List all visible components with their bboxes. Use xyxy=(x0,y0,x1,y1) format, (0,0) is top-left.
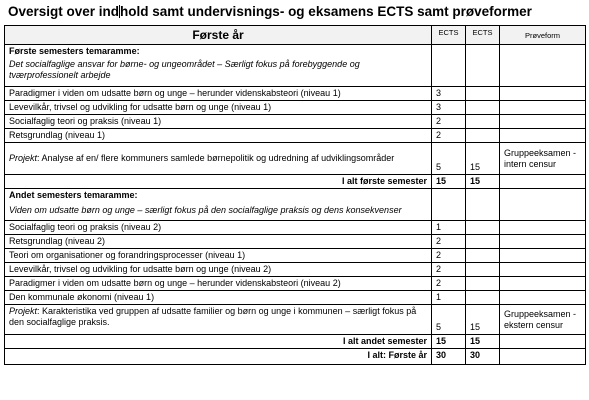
table-row xyxy=(5,87,586,101)
sem1-project-text: : Analyse af en/ flere kommuners samlede børnepolitik og udredning af udviklingsområder xyxy=(37,153,395,163)
sem2-total-ects-2: 15 xyxy=(466,335,500,349)
sem2-theme-cell xyxy=(5,189,432,221)
sem2-total-row xyxy=(5,335,586,349)
course-ects: 2 xyxy=(432,235,466,249)
sem1-theme: Det socialfaglige ansvar for børne- og ungeområdet – Særligt fokus på forebyggende og tværprofessionelt arbejde xyxy=(9,59,360,80)
course-name: Retsgrundlag (niveau 2) xyxy=(5,235,432,249)
grand-total-ects-1: 30 xyxy=(432,349,466,365)
grand-total-row xyxy=(5,349,586,365)
sem1-exam-ects: 15 xyxy=(466,143,500,175)
sem2-total-label: I alt andet semester xyxy=(5,335,432,349)
table-row xyxy=(5,115,586,129)
course-name: Paradigmer i viden om udsatte børn og unge – herunder videnskabsteori (niveau 2) xyxy=(5,277,432,291)
table-row xyxy=(5,101,586,115)
table-row xyxy=(5,291,586,305)
header-row xyxy=(5,26,586,45)
heading-text-start: Oversigt over ind xyxy=(8,4,120,19)
sem2-theme-row xyxy=(5,189,586,221)
sem1-total-ects-2: 15 xyxy=(466,175,500,189)
ects-overview-table xyxy=(4,25,586,365)
sem2-project-ects: 5 xyxy=(432,305,466,335)
sem1-project-ects: 5 xyxy=(432,143,466,175)
course-name: Levevilkår, trivsel og udvikling for udsatte børn og unge (niveau 1) xyxy=(5,101,432,115)
table-row xyxy=(5,249,586,263)
sem1-project-row xyxy=(5,143,586,175)
sem2-project-row xyxy=(5,305,586,335)
sem2-project-cell xyxy=(5,305,432,335)
sem2-project-text: : Karakteristika ved gruppen af udsatte familier og børn og unge i kommunen – særligt fokus på den socialfaglige praksis. xyxy=(9,306,417,327)
table-row xyxy=(5,235,586,249)
grand-total-label: I alt: Første år xyxy=(5,349,432,365)
sem2-total-ects-1: 15 xyxy=(432,335,466,349)
course-ects: 2 xyxy=(432,115,466,129)
grand-total-ects-2: 30 xyxy=(466,349,500,365)
document-heading xyxy=(8,4,532,19)
table-row xyxy=(5,129,586,143)
sem2-theme: Viden om udsatte børn og unge – særligt fokus på den socialfaglige praksis og dens konsekvenser xyxy=(9,205,402,215)
course-ects: 1 xyxy=(432,221,466,235)
sem1-total-ects-1: 15 xyxy=(432,175,466,189)
sem2-exam-form: Gruppeeksamen -ekstern censur xyxy=(500,305,586,335)
sem1-project-cell xyxy=(5,143,432,175)
sem2-exam-ects: 15 xyxy=(466,305,500,335)
sem1-title: Første semesters temaramme: xyxy=(9,46,140,56)
course-name: Socialfaglig teori og praksis (niveau 1) xyxy=(5,115,432,129)
course-ects: 2 xyxy=(432,263,466,277)
course-ects: 3 xyxy=(432,87,466,101)
sem1-total-row xyxy=(5,175,586,189)
project-label: Projekt xyxy=(9,153,38,163)
course-name: Den kommunale økonomi (niveau 1) xyxy=(5,291,432,305)
course-name: Retsgrundlag (niveau 1) xyxy=(5,129,432,143)
course-name: Levevilkår, trivsel og udvikling for udsatte børn og unge (niveau 2) xyxy=(5,263,432,277)
project-label: Projekt xyxy=(9,306,38,316)
course-ects: 3 xyxy=(432,101,466,115)
course-name: Teori om organisationer og forandringsprocesser (niveau 1) xyxy=(5,249,432,263)
course-ects: 2 xyxy=(432,277,466,291)
sem1-theme-cell xyxy=(5,45,432,87)
table-row xyxy=(5,277,586,291)
course-name: Socialfaglig teori og praksis (niveau 2) xyxy=(5,221,432,235)
table-row xyxy=(5,221,586,235)
sem1-exam-form: Gruppeeksamen - intern censur xyxy=(500,143,586,175)
sem1-theme-row xyxy=(5,45,586,87)
course-name: Paradigmer i viden om udsatte børn og unge – herunder videnskabsteori (niveau 1) xyxy=(5,87,432,101)
heading-text-end: hold samt undervisnings- og eksamens ECTS samt prøveformer xyxy=(120,4,532,19)
course-ects: 1 xyxy=(432,291,466,305)
course-ects: 2 xyxy=(432,129,466,143)
sem1-total-label: I alt første semester xyxy=(5,175,432,189)
course-ects: 2 xyxy=(432,249,466,263)
exam-form-header: Prøveform xyxy=(500,26,586,45)
ects-header-2: ECTS xyxy=(466,26,500,45)
sem2-title: Andet semesters temaramme: xyxy=(9,190,138,200)
ects-header-1: ECTS xyxy=(432,26,466,45)
year-header: Første år xyxy=(5,26,432,45)
table-row xyxy=(5,263,586,277)
